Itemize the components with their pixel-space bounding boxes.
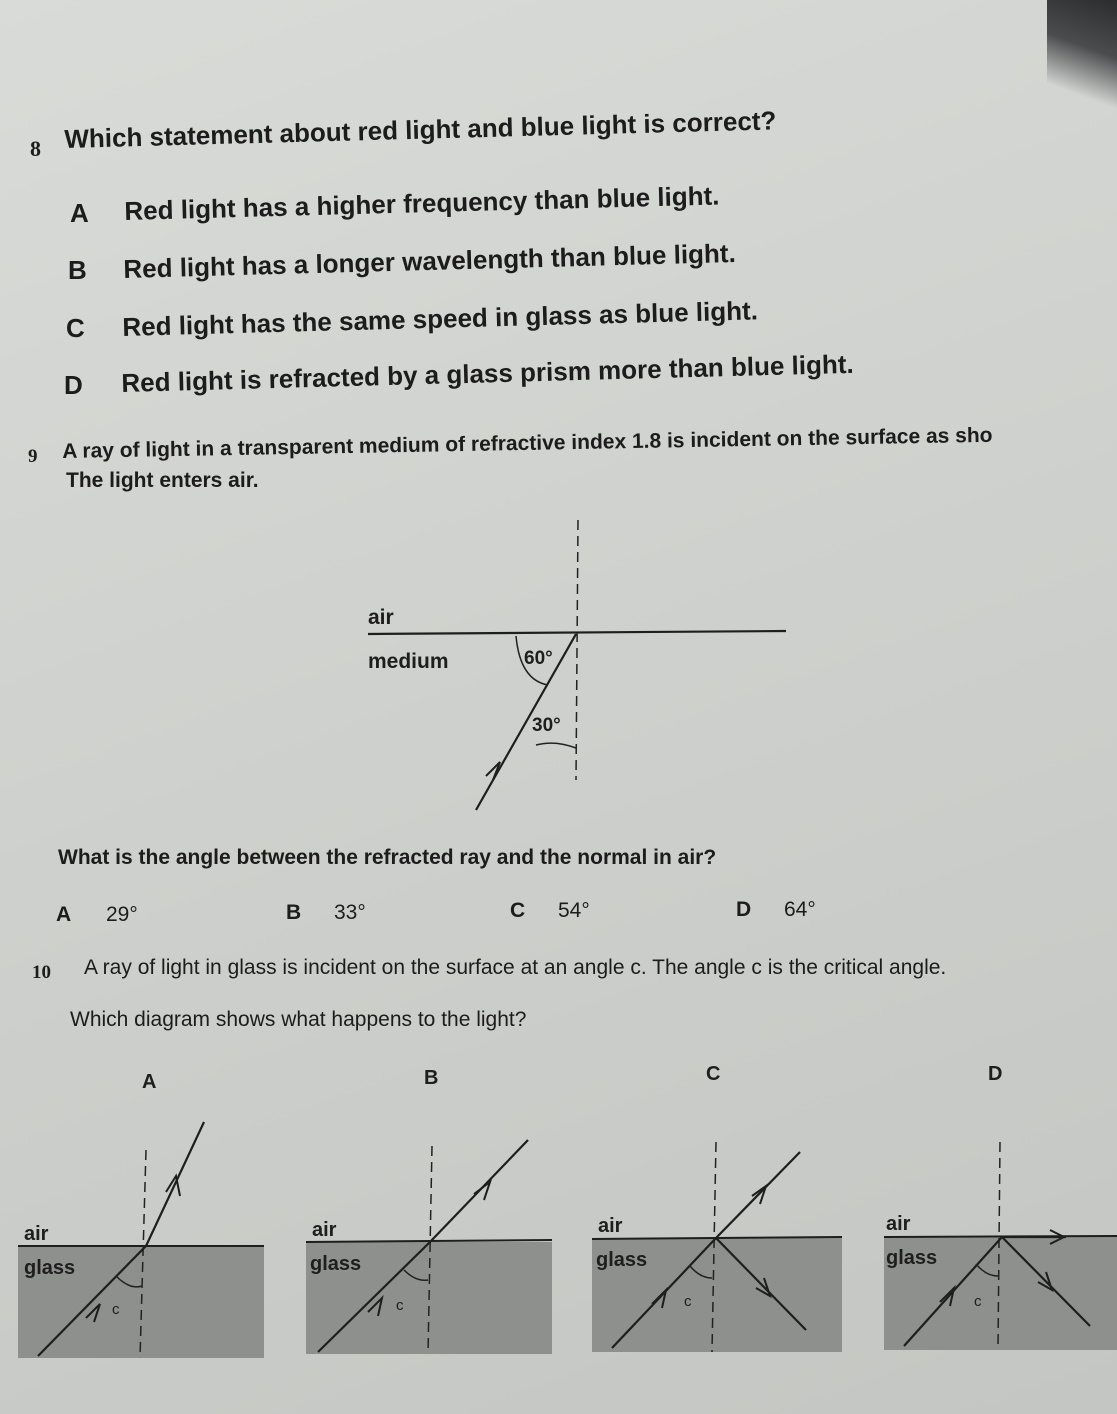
q8-number: 8 [30,136,41,161]
q10-diagram-d-air-label: air [886,1213,911,1235]
q10-diagram-d-boundary [884,1236,1117,1237]
q10-diagram-c-angle-label: c [684,1293,692,1310]
q9-option-c-text: 54° [558,899,590,922]
q9-stem-line1: A ray of light in a transparent medium of refractive index 1.8 is incident on the surface as sho [62,423,993,463]
q9-question: What is the angle between the refracted ray and the normal in air? [58,846,717,869]
q9-label-air: air [368,606,394,629]
q10-diagram-a-air-label: air [24,1223,49,1245]
q10-diagram-a-angle-label: c [112,1301,120,1318]
q10-diagram-b-angle-label: c [396,1297,404,1314]
q8-option-c-text: Red light has the same speed in glass as blue light. [122,295,759,342]
q10-diagram-c-refracted-ray [716,1152,800,1238]
q10-diagram-d-letter: D [988,1063,1003,1085]
q9-option-a-text: 29° [106,903,138,926]
q10-diagram-a-refracted-ray [146,1122,204,1246]
q10-question: Which diagram shows what happens to the light? [70,1008,527,1031]
q9-option-b-text: 33° [334,901,366,924]
q9-option-a-letter: A [56,903,72,926]
q9-option-b-letter: B [286,901,302,924]
q10-diagram-c-glass-label: glass [596,1249,648,1271]
q8-option-d-text: Red light is refracted by a glass prism more than blue light. [121,348,855,398]
q8-stem: Which statement about red light and blue light is correct? [64,105,777,154]
q10-diagram-a-glass-label: glass [24,1257,76,1279]
q10-diagram-b-arrow-out [474,1182,490,1200]
q10-stem: A ray of light in glass is incident on the surface at an angle c. The angle c is the critical angle. [84,956,947,979]
q8-option-a-text: Red light has a higher frequency than blue light. [124,180,720,226]
q10-diagram-d [884,1063,1117,1350]
q9-angle-30-label: 30° [532,715,561,736]
q8-option-a-letter: A [70,198,89,228]
q10-diagram-b-letter: B [424,1067,439,1089]
q10-diagram-a [18,1071,264,1358]
q8-option-b-letter: B [68,255,87,285]
q10-diagram-b-air-label: air [312,1219,337,1241]
q10-diagram-a-letter: A [142,1071,157,1093]
q8-option-d-letter: D [64,370,83,400]
q10-diagram-c-letter: C [706,1063,721,1085]
q10-diagram-d-glass-label: glass [886,1247,938,1269]
q10-diagram-c [592,1063,842,1352]
q10-diagram-c-air-label: air [598,1215,623,1237]
q10-diagram-d-angle-label: c [974,1293,982,1310]
q9-number: 9 [28,446,38,467]
q9-option-d-letter: D [736,898,752,921]
q9-stem-line2: The light enters air. [66,469,259,492]
q8-option-b-text: Red light has a longer wavelength than blue light. [123,237,737,284]
q9-label-medium: medium [368,650,449,673]
q9-angle-60-label: 60° [524,648,553,669]
q10-number: 10 [32,962,51,983]
q8-option-c-letter: C [66,313,85,343]
q9-option-d-text: 64° [784,898,816,921]
q10-diagram-b [306,1067,552,1354]
q10-diagram-b-glass-label: glass [310,1253,362,1275]
q9-option-c-letter: C [510,899,526,922]
